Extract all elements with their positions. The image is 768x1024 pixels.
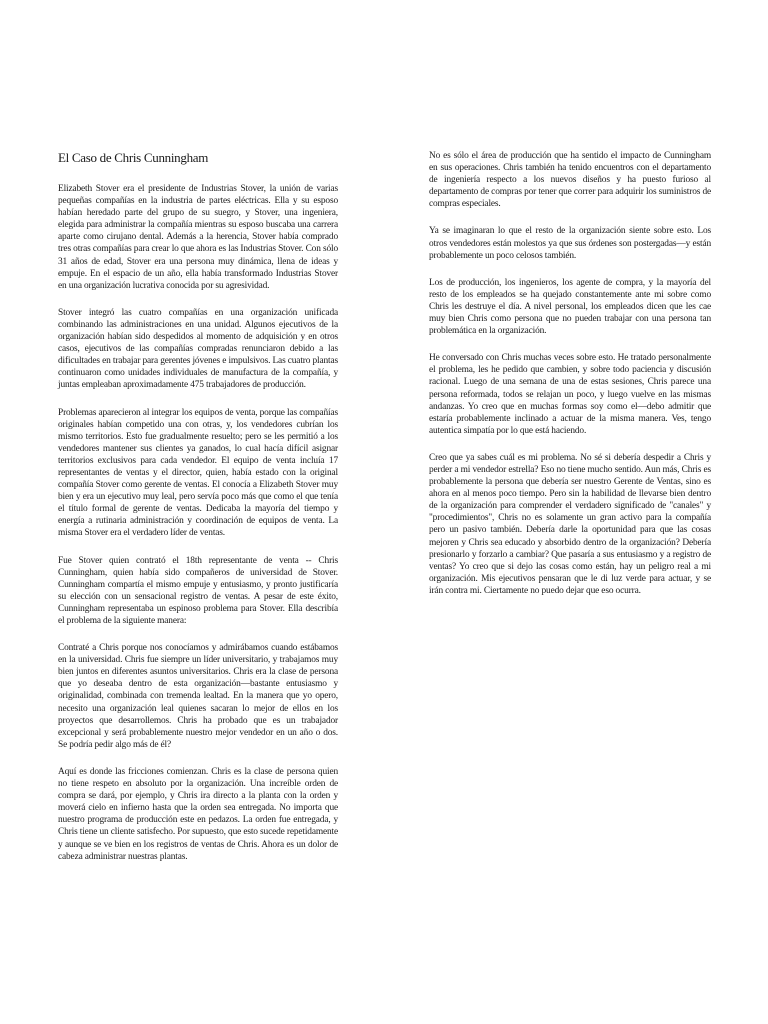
paragraph: He conversado con Chris muchas veces sobre esto. He tratado personalmente el problema, les he pedido que cambien, y sobre todo paciencia y discusión racional. Luego de una semana de una de estas sesiones, Chris parece una persona reformada, todos se relajan un poco, y luego vuelve en las mismas andanzas. Yo creo que en muchas formas soy como el—debo admitir que estaría probablemente inclinado a actuar de la misma manera. Ves, tengo autentica simpatía por lo que está haciendo. <box>429 353 711 436</box>
document-title: El Caso de Chris Cunningham <box>58 150 209 165</box>
paragraph: Los de producción, los ingenieros, los agente de compra, y la mayoría del resto de los empleados se ha quejado constantemente ante mi sobre como Chris les destruye el día. A nivel personal, los empleados dicen que les cae muy bien Chris como persona que no pueden trabajar con una persona tan problemática en la organización. <box>429 277 711 337</box>
paragraph: Elizabeth Stover era el presidente de Industrias Stover, la unión de varias pequeñas compañías en la industria de partes eléctricas. Ella y su esposo habían heredado parte del grupo de su suegro, y Stover, una ingeniera, elegida para administrar la compañía mientras su esposo buscaba una carrera aparte como cirujano dental. Además a la herencia, Stover había comprado tres otras compañías para crear lo que ahora es las Industrias Stover. Con sólo 31 años de edad, Stover era una persona muy dinámica, llena de ideas y empuje. En el espacio de un año, ella había transformado Industrias Stover en una organización lucrativa conocida por su agresividad. <box>58 184 338 291</box>
paragraph: No es sólo el área de producción que ha sentido el impacto de Cunningham en sus operaciones. Chris también ha tenido encuentros con el departamento de ingeniería respecto a los nuevos diseños y ha puesto furioso al departamento de compras por tener que correr para adquirir los suministros de compras especiales. <box>429 151 711 210</box>
paragraph: Contraté a Chris porque nos conocíamos y admirábamos cuando estábamos en la universidad. Chris fue siempre un líder universitario, y trabajamos muy bien juntos en diferentes asuntos universitarios. Chris era la clase de persona que yo deseaba dentro de esta organización—bastante entusiasmo y originalidad, combinada con tremenda lealtad. En la manera que yo opero, necesito una organización leal quienes sacaran lo mejor de ellos en los proyectos que desarrollemos. Chris ha probado que es un trabajador excepcional y será probablemente nuestro mejor vendedor en un año o dos. Se podría pedir algo más de él? <box>58 643 338 750</box>
paragraph: Stover integró las cuatro compañías en una organización unificada combinando las administraciones en una unidad. Algunos ejecutivos de la organización habían sido despedidos al momento de adquisición y en otros casos, ejecutivos de las compañías compradas renunciaron debido a las dificultades en trabajar para gerentes jóvenes e impulsivos. Las cuatro plantas continuaron como unidades individuales de manufactura de la compañía, y juntas empleaban aproximadamente 475 trabajadores de producción. <box>58 307 338 391</box>
paragraph: Ya se imaginaran lo que el resto de la organización siente sobre esto. Los otros vendedores están molestos ya que sus órdenes son postergadas—y están probablemente un poco celosos también. <box>429 226 711 261</box>
paragraph: Fue Stover quien contrató el 18th representante de venta -- Chris Cunningham, quien había sido compañeros de universidad de Stover. Cunningham compartía el mismo empuje y entusiasmo, y pronto justificaría su elección con un sensacional registro de ventas. A pesar de este éxito, Cunningham representaba un espinoso problema para Stover. Ella describía el problema de la siguiente manera: <box>58 555 338 626</box>
paragraph: Creo que ya sabes cuál es mi problema. No sé si debería despedir a Chris y perder a mi vendedor estrella? Eso no tiene mucho sentido. Aun más, Chris es probablemente la persona que debería ser nuestro Gerente de Ventas, sino es ahora en al menos poco tiempo. Pero sin la habilidad de llevarse bien dentro de la organización para comprender el verdadero significado de "canales" y "procedimientos", Chris no es solamente un gran activo para la compañía pero un pasivo también. Debería darle la oportunidad para que las cosas mejoren y Chris sea educado y absorbido dentro de la organización? Debería presionarlo y forzarlo a cambiar? Que pasaría a sus entusiasmo y a registro de ventas? Yo creo que si dejo las cosas como están, hay un peligro real a mi organización. Mis ejecutivos pensaran que le di luz verde para actuar, y se irán contra mi. Ciertamente no puedo dejar que eso ocurra. <box>429 452 711 596</box>
paragraph: Aquí es donde las fricciones comienzan. Chris es la clase de persona quien no tiene respeto en absoluto por la organización. Una increíble orden de compra se dará, por ejemplo, y Chris ira directo a la planta con la orden y moverá cielo en infierno hasta que la orden sea entregada. No importa que nuestro programa de producción este en pedazos. La orden fue entregada, y Chris tiene un cliente satisfecho. Por supuesto, que esto sucede repetidamente y aunque se ve bien en los registros de ventas de Chris. Ahora es un dolor de cabeza administrar nuestras plantas. <box>58 766 338 862</box>
paragraph: Problemas aparecieron al integrar los equipos de venta, porque las compañías originales habían competido una con otras, y, los vendedores cubrían los mismo territorios. Esto fue gradualmente resuelto; pero se les permitió a los vendedores mantener sus clientes ya ganados, lo cual hacía difícil asignar territorios exclusivos para cada vendedor. El equipo de venta incluía 17 representantes de ventas y el director, quien, había estado con la original compañía Stover como gerente de ventas. El conocía a Elizabeth Stover muy bien y era un ejecutivo muy leal, pero servía poco más que como el que tenía el título formal de gerente de ventas. Dedicaba la mayoría del tiempo y energía a rutinaria administración y coordinación de equipos de venta. La misma Stover era el verdadero líder de ventas. <box>58 407 338 539</box>
right-column <box>429 150 711 612</box>
left-column <box>58 150 338 878</box>
